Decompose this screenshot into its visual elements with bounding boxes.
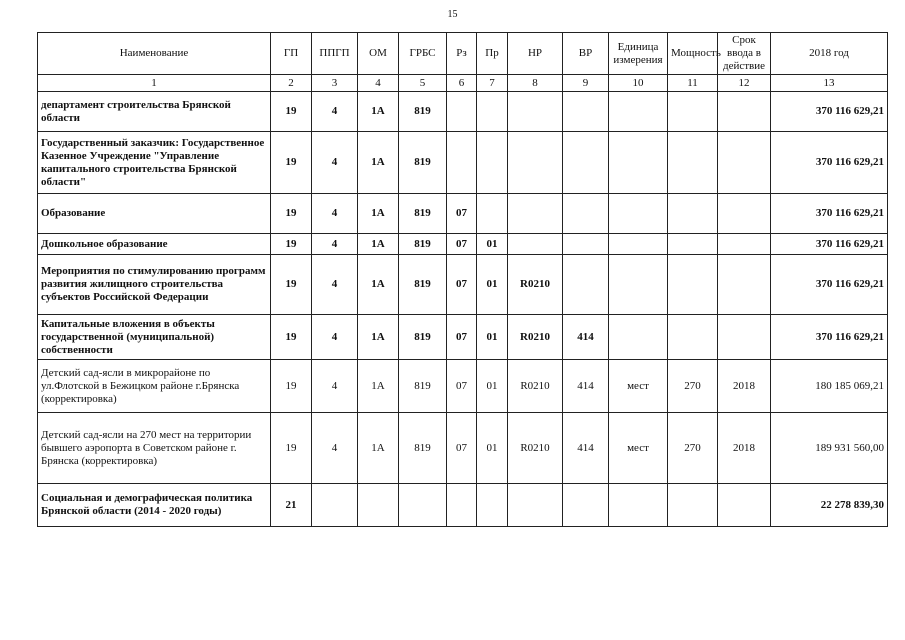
capacity-cell <box>668 132 718 194</box>
grbs-cell <box>399 484 447 527</box>
column-number: 10 <box>609 75 668 92</box>
vr-cell: 414 <box>563 360 609 413</box>
ppgp-cell: 4 <box>312 255 358 315</box>
header-grbs: ГРБС <box>399 33 447 75</box>
table-row <box>38 234 888 255</box>
column-number-row <box>38 75 888 92</box>
capacity-cell <box>668 194 718 234</box>
rz-cell: 07 <box>447 194 477 234</box>
header-year-2018: 2018 год <box>771 33 888 75</box>
nr-cell <box>508 92 563 132</box>
sum-cell: 370 116 629,21 <box>771 92 888 132</box>
pr-cell <box>477 132 508 194</box>
row-name: Образование <box>38 194 271 234</box>
page-number: 15 <box>447 9 458 20</box>
capacity-cell: 270 <box>668 360 718 413</box>
om-cell: 1А <box>358 132 399 194</box>
row-name: Детский сад-ясли в микрорайоне по ул.Флотской в Бежицком районе г.Брянска (корректировка) <box>38 360 271 413</box>
gp-cell: 19 <box>271 194 312 234</box>
om-cell: 1А <box>358 255 399 315</box>
grbs-cell: 819 <box>399 360 447 413</box>
term-cell <box>718 132 771 194</box>
vr-cell <box>563 132 609 194</box>
vr-cell: 414 <box>563 413 609 484</box>
vr-cell <box>563 194 609 234</box>
gp-cell: 19 <box>271 315 312 360</box>
pr-cell <box>477 484 508 527</box>
unit-cell <box>609 315 668 360</box>
capacity-cell <box>668 315 718 360</box>
table-row <box>38 92 888 132</box>
term-cell: 2018 <box>718 413 771 484</box>
budget-table <box>37 32 888 527</box>
capacity-cell: 270 <box>668 413 718 484</box>
vr-cell <box>563 484 609 527</box>
nr-cell <box>508 194 563 234</box>
column-number: 13 <box>771 75 888 92</box>
row-name: департамент строительства Брянской области <box>38 92 271 132</box>
row-name: Социальная и демографическая политика Брянской области (2014 - 2020 годы) <box>38 484 271 527</box>
pr-cell: 01 <box>477 360 508 413</box>
column-number: 4 <box>358 75 399 92</box>
om-cell: 1А <box>358 413 399 484</box>
nr-cell: R0210 <box>508 360 563 413</box>
rz-cell: 07 <box>447 255 477 315</box>
header-vr: ВР <box>563 33 609 75</box>
column-number: 7 <box>477 75 508 92</box>
column-number: 3 <box>312 75 358 92</box>
sum-cell: 189 931 560,00 <box>771 413 888 484</box>
grbs-cell: 819 <box>399 315 447 360</box>
ppgp-cell: 4 <box>312 413 358 484</box>
om-cell: 1А <box>358 234 399 255</box>
unit-cell <box>609 132 668 194</box>
column-number: 12 <box>718 75 771 92</box>
ppgp-cell: 4 <box>312 234 358 255</box>
header-rz: Рз <box>447 33 477 75</box>
table-row <box>38 315 888 360</box>
pr-cell: 01 <box>477 255 508 315</box>
term-cell <box>718 194 771 234</box>
row-name: Детский сад-ясли на 270 мест на территории бывшего аэропорта в Советском районе г. Брянска (корректировка) <box>38 413 271 484</box>
header-term: Срок ввода в действие <box>718 33 771 75</box>
om-cell: 1А <box>358 360 399 413</box>
table-row <box>38 255 888 315</box>
om-cell: 1А <box>358 92 399 132</box>
sum-cell: 370 116 629,21 <box>771 315 888 360</box>
header-capacity: Мощность <box>668 33 718 75</box>
unit-cell <box>609 484 668 527</box>
row-name: Дошкольное образование <box>38 234 271 255</box>
nr-cell: R0210 <box>508 255 563 315</box>
rz-cell <box>447 484 477 527</box>
unit-cell: мест <box>609 360 668 413</box>
unit-cell: мест <box>609 413 668 484</box>
column-number: 9 <box>563 75 609 92</box>
sum-cell: 370 116 629,21 <box>771 132 888 194</box>
nr-cell <box>508 132 563 194</box>
capacity-cell <box>668 484 718 527</box>
grbs-cell: 819 <box>399 234 447 255</box>
rz-cell: 07 <box>447 360 477 413</box>
term-cell <box>718 255 771 315</box>
gp-cell: 19 <box>271 255 312 315</box>
column-number: 6 <box>447 75 477 92</box>
term-cell <box>718 315 771 360</box>
table-row <box>38 484 888 527</box>
row-name: Мероприятия по стимулированию программ развития жилищного строительства субъектов Российской Федерации <box>38 255 271 315</box>
grbs-cell: 819 <box>399 255 447 315</box>
gp-cell: 19 <box>271 360 312 413</box>
rz-cell: 07 <box>447 234 477 255</box>
vr-cell <box>563 234 609 255</box>
sum-cell: 370 116 629,21 <box>771 255 888 315</box>
gp-cell: 19 <box>271 92 312 132</box>
unit-cell <box>609 255 668 315</box>
header-row <box>38 33 888 75</box>
column-number: 2 <box>271 75 312 92</box>
grbs-cell: 819 <box>399 92 447 132</box>
sum-cell: 370 116 629,21 <box>771 234 888 255</box>
grbs-cell: 819 <box>399 132 447 194</box>
column-number: 8 <box>508 75 563 92</box>
table-row <box>38 360 888 413</box>
nr-cell: R0210 <box>508 315 563 360</box>
pr-cell: 01 <box>477 234 508 255</box>
column-number: 11 <box>668 75 718 92</box>
term-cell: 2018 <box>718 360 771 413</box>
capacity-cell <box>668 255 718 315</box>
om-cell: 1А <box>358 194 399 234</box>
vr-cell <box>563 255 609 315</box>
column-number: 5 <box>399 75 447 92</box>
ppgp-cell: 4 <box>312 360 358 413</box>
nr-cell <box>508 484 563 527</box>
header-om: ОМ <box>358 33 399 75</box>
unit-cell <box>609 234 668 255</box>
om-cell: 1А <box>358 315 399 360</box>
header-gp: ГП <box>271 33 312 75</box>
unit-cell <box>609 92 668 132</box>
table-row <box>38 413 888 484</box>
ppgp-cell <box>312 484 358 527</box>
sum-cell: 370 116 629,21 <box>771 194 888 234</box>
vr-cell <box>563 92 609 132</box>
gp-cell: 19 <box>271 413 312 484</box>
header-ppgp: ППГП <box>312 33 358 75</box>
column-number: 1 <box>38 75 271 92</box>
term-cell <box>718 234 771 255</box>
sum-cell: 180 185 069,21 <box>771 360 888 413</box>
gp-cell: 21 <box>271 484 312 527</box>
ppgp-cell: 4 <box>312 315 358 360</box>
sum-cell: 22 278 839,30 <box>771 484 888 527</box>
row-name: Государственный заказчик: Государственное Казенное Учреждение "Управление капитального строительства Брянской области" <box>38 132 271 194</box>
pr-cell: 01 <box>477 413 508 484</box>
row-name: Капитальные вложения в объекты государственной (муниципальной) собственности <box>38 315 271 360</box>
nr-cell <box>508 234 563 255</box>
capacity-cell <box>668 92 718 132</box>
pr-cell: 01 <box>477 315 508 360</box>
unit-cell <box>609 194 668 234</box>
gp-cell: 19 <box>271 234 312 255</box>
rz-cell: 07 <box>447 315 477 360</box>
rz-cell <box>447 132 477 194</box>
nr-cell: R0210 <box>508 413 563 484</box>
rz-cell: 07 <box>447 413 477 484</box>
table-row <box>38 194 888 234</box>
pr-cell <box>477 194 508 234</box>
ppgp-cell: 4 <box>312 92 358 132</box>
capacity-cell <box>668 234 718 255</box>
grbs-cell: 819 <box>399 413 447 484</box>
pr-cell <box>477 92 508 132</box>
table-row <box>38 132 888 194</box>
header-name: Наименование <box>38 33 271 75</box>
term-cell <box>718 484 771 527</box>
ppgp-cell: 4 <box>312 132 358 194</box>
rz-cell <box>447 92 477 132</box>
header-nr: НР <box>508 33 563 75</box>
grbs-cell: 819 <box>399 194 447 234</box>
header-unit: Единица измерения <box>609 33 668 75</box>
om-cell <box>358 484 399 527</box>
gp-cell: 19 <box>271 132 312 194</box>
ppgp-cell: 4 <box>312 194 358 234</box>
term-cell <box>718 92 771 132</box>
header-pr: Пр <box>477 33 508 75</box>
vr-cell: 414 <box>563 315 609 360</box>
